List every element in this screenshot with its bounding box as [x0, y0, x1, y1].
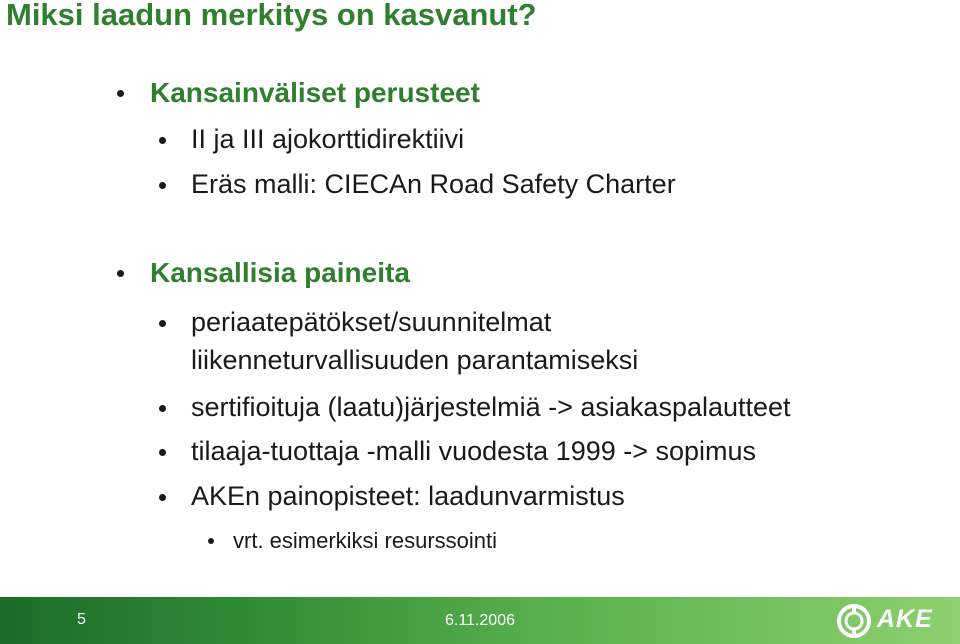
sub-bullet-item — [233, 528, 497, 554]
footer-bar — [0, 597, 960, 644]
bullet-item — [191, 124, 464, 155]
bullet-item-label: Eräs malli: CIECAn Road Safety Charter — [191, 169, 676, 199]
section-heading-label: Kansallisia paineita — [150, 257, 410, 288]
bullet-dot — [117, 270, 124, 277]
bullet-item — [191, 436, 756, 467]
bullet-item-label: periaatepätökset/suunnitelmat — [191, 307, 552, 337]
bullet-dot — [159, 494, 166, 501]
sub-bullet-item-label: vrt. esimerkiksi resurssointi — [233, 528, 498, 553]
bullet-item-continuation — [191, 345, 638, 376]
bullet-item — [191, 481, 625, 512]
bullet-item-label: sertifioituja (laatu)järjestelmiä -> asiakaspalautteet — [191, 392, 791, 422]
footer-date: 6.11.2006 — [445, 612, 515, 629]
bullet-dot — [159, 137, 166, 144]
bullet-item-label: AKEn painopisteet: laadunvarmistus — [191, 481, 625, 511]
bullet-item — [191, 307, 551, 338]
page-number: 5 — [77, 611, 86, 628]
ake-logo-icon — [836, 603, 872, 639]
section-heading-national — [150, 257, 410, 289]
bullet-dot — [159, 182, 166, 189]
bullet-dot — [117, 90, 124, 97]
slide-title: Miksi laadun merkitys on kasvanut? — [6, 0, 537, 32]
section-heading-label: Kansainväliset perusteet — [150, 77, 480, 108]
bullet-dot — [159, 405, 166, 412]
bullet-item-label: liikenneturvallisuuden parantamiseksi — [191, 345, 639, 375]
bullet-dot — [159, 320, 166, 327]
bullet-item-label: II ja III ajokorttidirektiivi — [191, 124, 465, 154]
logo-wordmark: AKE — [877, 605, 933, 633]
bullet-dot — [159, 449, 166, 456]
bullet-dot — [208, 538, 214, 544]
bullet-item-label: tilaaja-tuottaja -malli vuodesta 1999 -> sopimus — [191, 436, 757, 466]
section-heading-international — [150, 77, 480, 109]
bullet-item — [191, 392, 791, 423]
bullet-item — [191, 169, 676, 200]
